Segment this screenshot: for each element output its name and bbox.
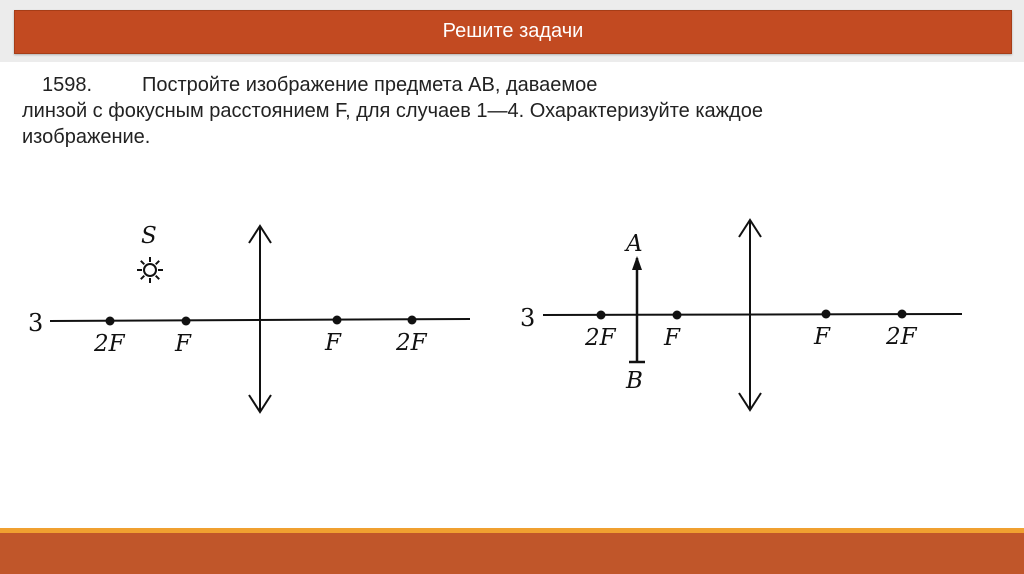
point-f-right-right — [822, 310, 831, 319]
footer-bar — [0, 533, 1024, 574]
point-f-left-left — [182, 317, 191, 326]
label-f-left-left: F — [175, 331, 191, 357]
point-2f-right-right — [898, 310, 907, 319]
label-f-right-right: F — [814, 324, 830, 350]
problem-line-1 — [22, 72, 922, 98]
problem-text — [22, 72, 922, 150]
title-bar — [14, 10, 1012, 54]
diagram-right — [520, 220, 962, 410]
label-f-right-left: F — [325, 330, 341, 356]
point-2f-left-right — [597, 311, 606, 320]
label-2f-left-right: 2F — [585, 325, 616, 351]
point-2f-right-left — [408, 316, 417, 325]
problem-line-2: линзой с фокусным расстоянием F, для случаев 1—4. Охарактеризуйте каждое — [22, 100, 763, 122]
object-ab — [629, 256, 645, 362]
label-f-left-right: F — [664, 325, 680, 351]
label-2f-left-left: 2F — [94, 331, 125, 357]
object-label-a: A — [626, 231, 643, 257]
label-2f-right-left: 2F — [396, 330, 427, 356]
problem-line-3: изображение. — [22, 126, 151, 148]
slide-title: Решите задачи — [442, 20, 584, 42]
point-f-right-left — [333, 316, 342, 325]
sun-icon — [137, 257, 163, 283]
case-label-right: 3 — [520, 304, 536, 332]
diagram-left — [28, 223, 470, 412]
point-2f-left-left — [106, 317, 115, 326]
lens-diagrams — [0, 190, 1024, 430]
label-2f-right-right: 2F — [886, 324, 917, 350]
case-label-left: 3 — [28, 309, 44, 337]
source-label: S — [141, 223, 157, 249]
problem-number: 1598. — [42, 74, 93, 96]
object-label-b: B — [626, 368, 643, 394]
point-f-left-right — [673, 311, 682, 320]
problem-line-1-text: Постройте изображение предмета АВ, даваемое — [142, 74, 598, 96]
